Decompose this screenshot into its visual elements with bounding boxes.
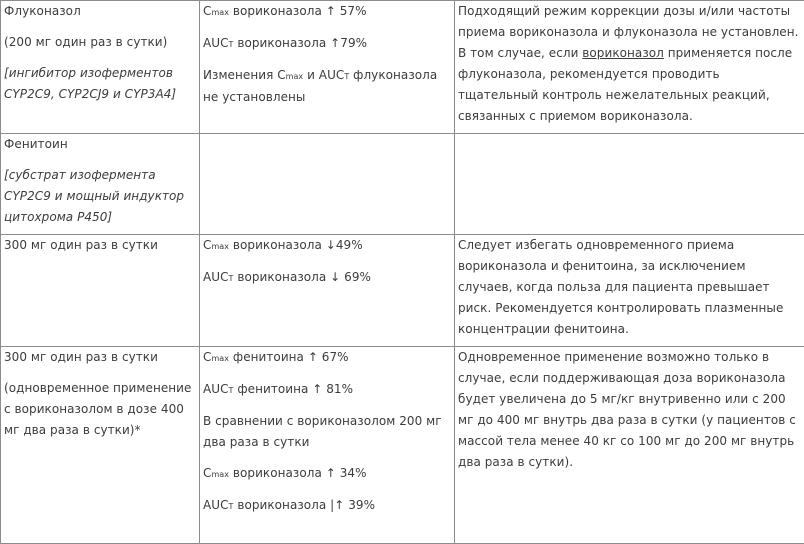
effect-cell bbox=[200, 1, 455, 134]
drug-name: Флуконазол bbox=[4, 1, 196, 22]
recommendation-cell bbox=[455, 235, 804, 347]
recommendation-cell bbox=[455, 1, 804, 134]
effect-cell bbox=[200, 347, 455, 544]
drug-cell bbox=[1, 1, 200, 134]
effect-line: Cmax вориконазола ↑ 57% bbox=[203, 1, 451, 23]
effect-line: Cmax вориконазола ↓49% bbox=[203, 235, 451, 257]
table-row-phenytoin bbox=[1, 134, 804, 235]
drug-mechanism: [субстрат изофермента CYP2C9 и мощный индуктор цитохрома P450] bbox=[4, 165, 196, 228]
effect-line: AUCT вориконазола ↑79% bbox=[203, 33, 451, 55]
effect-line: Cmax вориконазола ↑ 34% bbox=[203, 463, 451, 485]
dose-text: 300 мг один раз в сутки bbox=[4, 347, 196, 368]
effect-line: Cmax фенитоина ↑ 67% bbox=[203, 347, 451, 369]
drug-name: Фенитоин bbox=[4, 134, 196, 155]
drug-cell bbox=[1, 134, 200, 235]
drug-cell bbox=[1, 347, 200, 544]
recommendation-text: Одновременное применение возможно только в случае, если поддерживающая доза вориконазола будет увеличена до 5 мг/кг внутривенно или с 200 мг до 400 мг внутрь два раза в сутки (у пациентов с массой тела менее 40 кг со 100 мг до 200 мг внутрь два раза в сутки). bbox=[458, 347, 802, 473]
voriconazole-link[interactable]: вориконазол bbox=[582, 46, 664, 60]
dose-text: (200 мг один раз в сутки) bbox=[4, 32, 196, 53]
recommendation-cell bbox=[455, 134, 804, 235]
effect-line: Изменения Cmax и AUCT флуконазола не установлены bbox=[203, 65, 451, 108]
effect-line: В сравнении с вориконазолом 200 мг два раза в сутки bbox=[203, 411, 451, 453]
recommendation-text: Следует избегать одновременного приема вориконазола и фенитоина, за исключением случаев, когда польза для пациента превышает риск. Рекомендуется контролировать плазменные концентрации фенитоина. bbox=[458, 235, 802, 340]
recommendation-text: Подходящий режим коррекции дозы и/или частоты приема вориконазола и флуконазола не установлен. В том случае, если вориконазол применяется после флуконазола, рекомендуется проводить тщательный контроль нежелательных реакций, связанных с приемом вориконазола. bbox=[458, 1, 802, 127]
table-row-fluconazole bbox=[1, 1, 804, 134]
effect-cell bbox=[200, 235, 455, 347]
recommendation-cell bbox=[455, 347, 804, 544]
drug-cell bbox=[1, 235, 200, 347]
drug-mechanism: [ингибитор изоферментов CYP2C9, CYP2CJ9 и CYP3A4] bbox=[4, 63, 196, 105]
dose-note: (одновременное применение с вориконазолом в дозе 400 мг два раза в сутки)* bbox=[4, 378, 196, 441]
dose-text: 300 мг один раз в сутки bbox=[4, 235, 196, 256]
effect-line: AUCT вориконазола ↓ 69% bbox=[203, 267, 451, 289]
table-row-phenytoin-300-combined bbox=[1, 347, 804, 544]
table-row-phenytoin-300 bbox=[1, 235, 804, 347]
effect-cell bbox=[200, 134, 455, 235]
effect-line: AUCT фенитоина ↑ 81% bbox=[203, 379, 451, 401]
effect-line: AUCT вориконазола |↑ 39% bbox=[203, 495, 451, 517]
